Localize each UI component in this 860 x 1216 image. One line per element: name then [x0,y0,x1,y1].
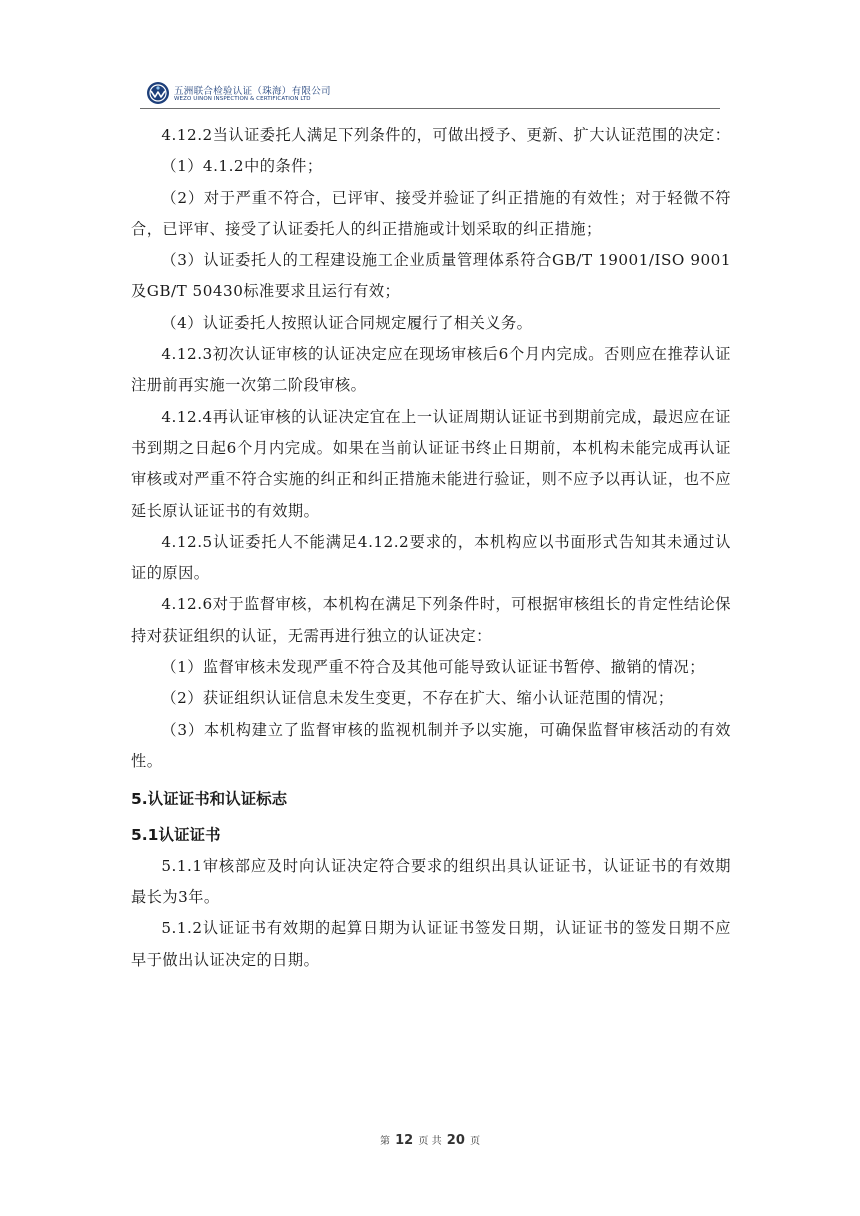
header-divider [140,108,720,109]
footer-suffix: 页 [470,1136,481,1147]
section-heading-5: 5.认证证书和认证标志 [131,790,288,809]
paragraph-4-12-5: 4.12.5认证委托人不能满足4.12.2要求的，本机构应以书面形式告知其未通过认证的原因。 [131,532,731,583]
page-footer [0,1132,860,1148]
surveillance-item-3: （3）本机构建立了监督审核的监视机制并予以实施，可确保监督审核活动的有效性。 [131,720,731,770]
document-body [131,120,731,976]
condition-item-1: （1）4.1.2中的条件； [161,157,323,176]
footer-middle: 页 共 [418,1136,442,1147]
total-pages: 20 [446,1133,465,1148]
section-heading-5-1: 5.1认证证书 [131,825,221,844]
paragraph-5-1-1: 5.1.1审核部应及时向认证决定符合要求的组织出具认证证书，认证证书的有效期最长为3年。 [131,856,731,907]
paragraph-4-12-4: 4.12.4再认证审核的认证决定宜在上一认证周期认证证书到期前完成，最迟应在证书到期之日起6个月内完成。如果在当前认证证书终止日期前，本机构未能完成再认证审核或对严重不符合实施的纠正和纠正措施未能进行验证，则不应予以再认证，也不应延长原认证证书的有效期。 [131,407,731,520]
page-header [140,80,720,110]
paragraph-4-12-2: 4.12.2当认证委托人满足下列条件的，可做出授予、更新、扩大认证范围的决定： [161,126,731,144]
paragraph-4-12-3: 4.12.3初次认证审核的认证决定应在现场审核后6个月内完成。否则应在推荐认证注册前再实施一次第二阶段审核。 [131,345,731,395]
condition-item-4: （4）认证委托人按照认证合同规定履行了相关义务。 [161,313,533,332]
page-number: 12 [395,1133,414,1148]
company-logo-icon [146,81,170,105]
condition-item-3: （3）认证委托人的工程建设施工企业质量管理体系符合GB/T 19001/ISO 9001及GB/T 50430标准要求且运行有效； [131,251,731,301]
company-name-en: WEZO UINON INSPECTION & CERTIFICATION LTD [174,96,311,102]
condition-item-2: （2）对于严重不符合，已评审、接受并验证了纠正措施的有效性；对于轻微不符合，已评审、接受了认证委托人的纠正措施或计划采取的纠正措施； [131,188,731,238]
paragraph-4-12-6: 4.12.6对于监督审核，本机构在满足下列条件时，可根据审核组长的肯定性结论保持对获证组织的认证，无需再进行独立的认证决定： [131,595,731,645]
company-name-cn: 五洲联合检验认证（珠海）有限公司 [174,86,331,97]
footer-prefix: 第 [379,1136,390,1147]
surveillance-item-1: （1）监督审核未发现严重不符合及其他可能导致认证证书暂停、撤销的情况； [161,658,705,677]
surveillance-item-2: （2）获证组织认证信息未发生变更，不存在扩大、缩小认证范围的情况； [161,689,674,708]
paragraph-5-1-2: 5.1.2认证证书有效期的起算日期为认证证书签发日期，认证证书的签发日期不应早于做出认证决定的日期。 [131,919,731,969]
